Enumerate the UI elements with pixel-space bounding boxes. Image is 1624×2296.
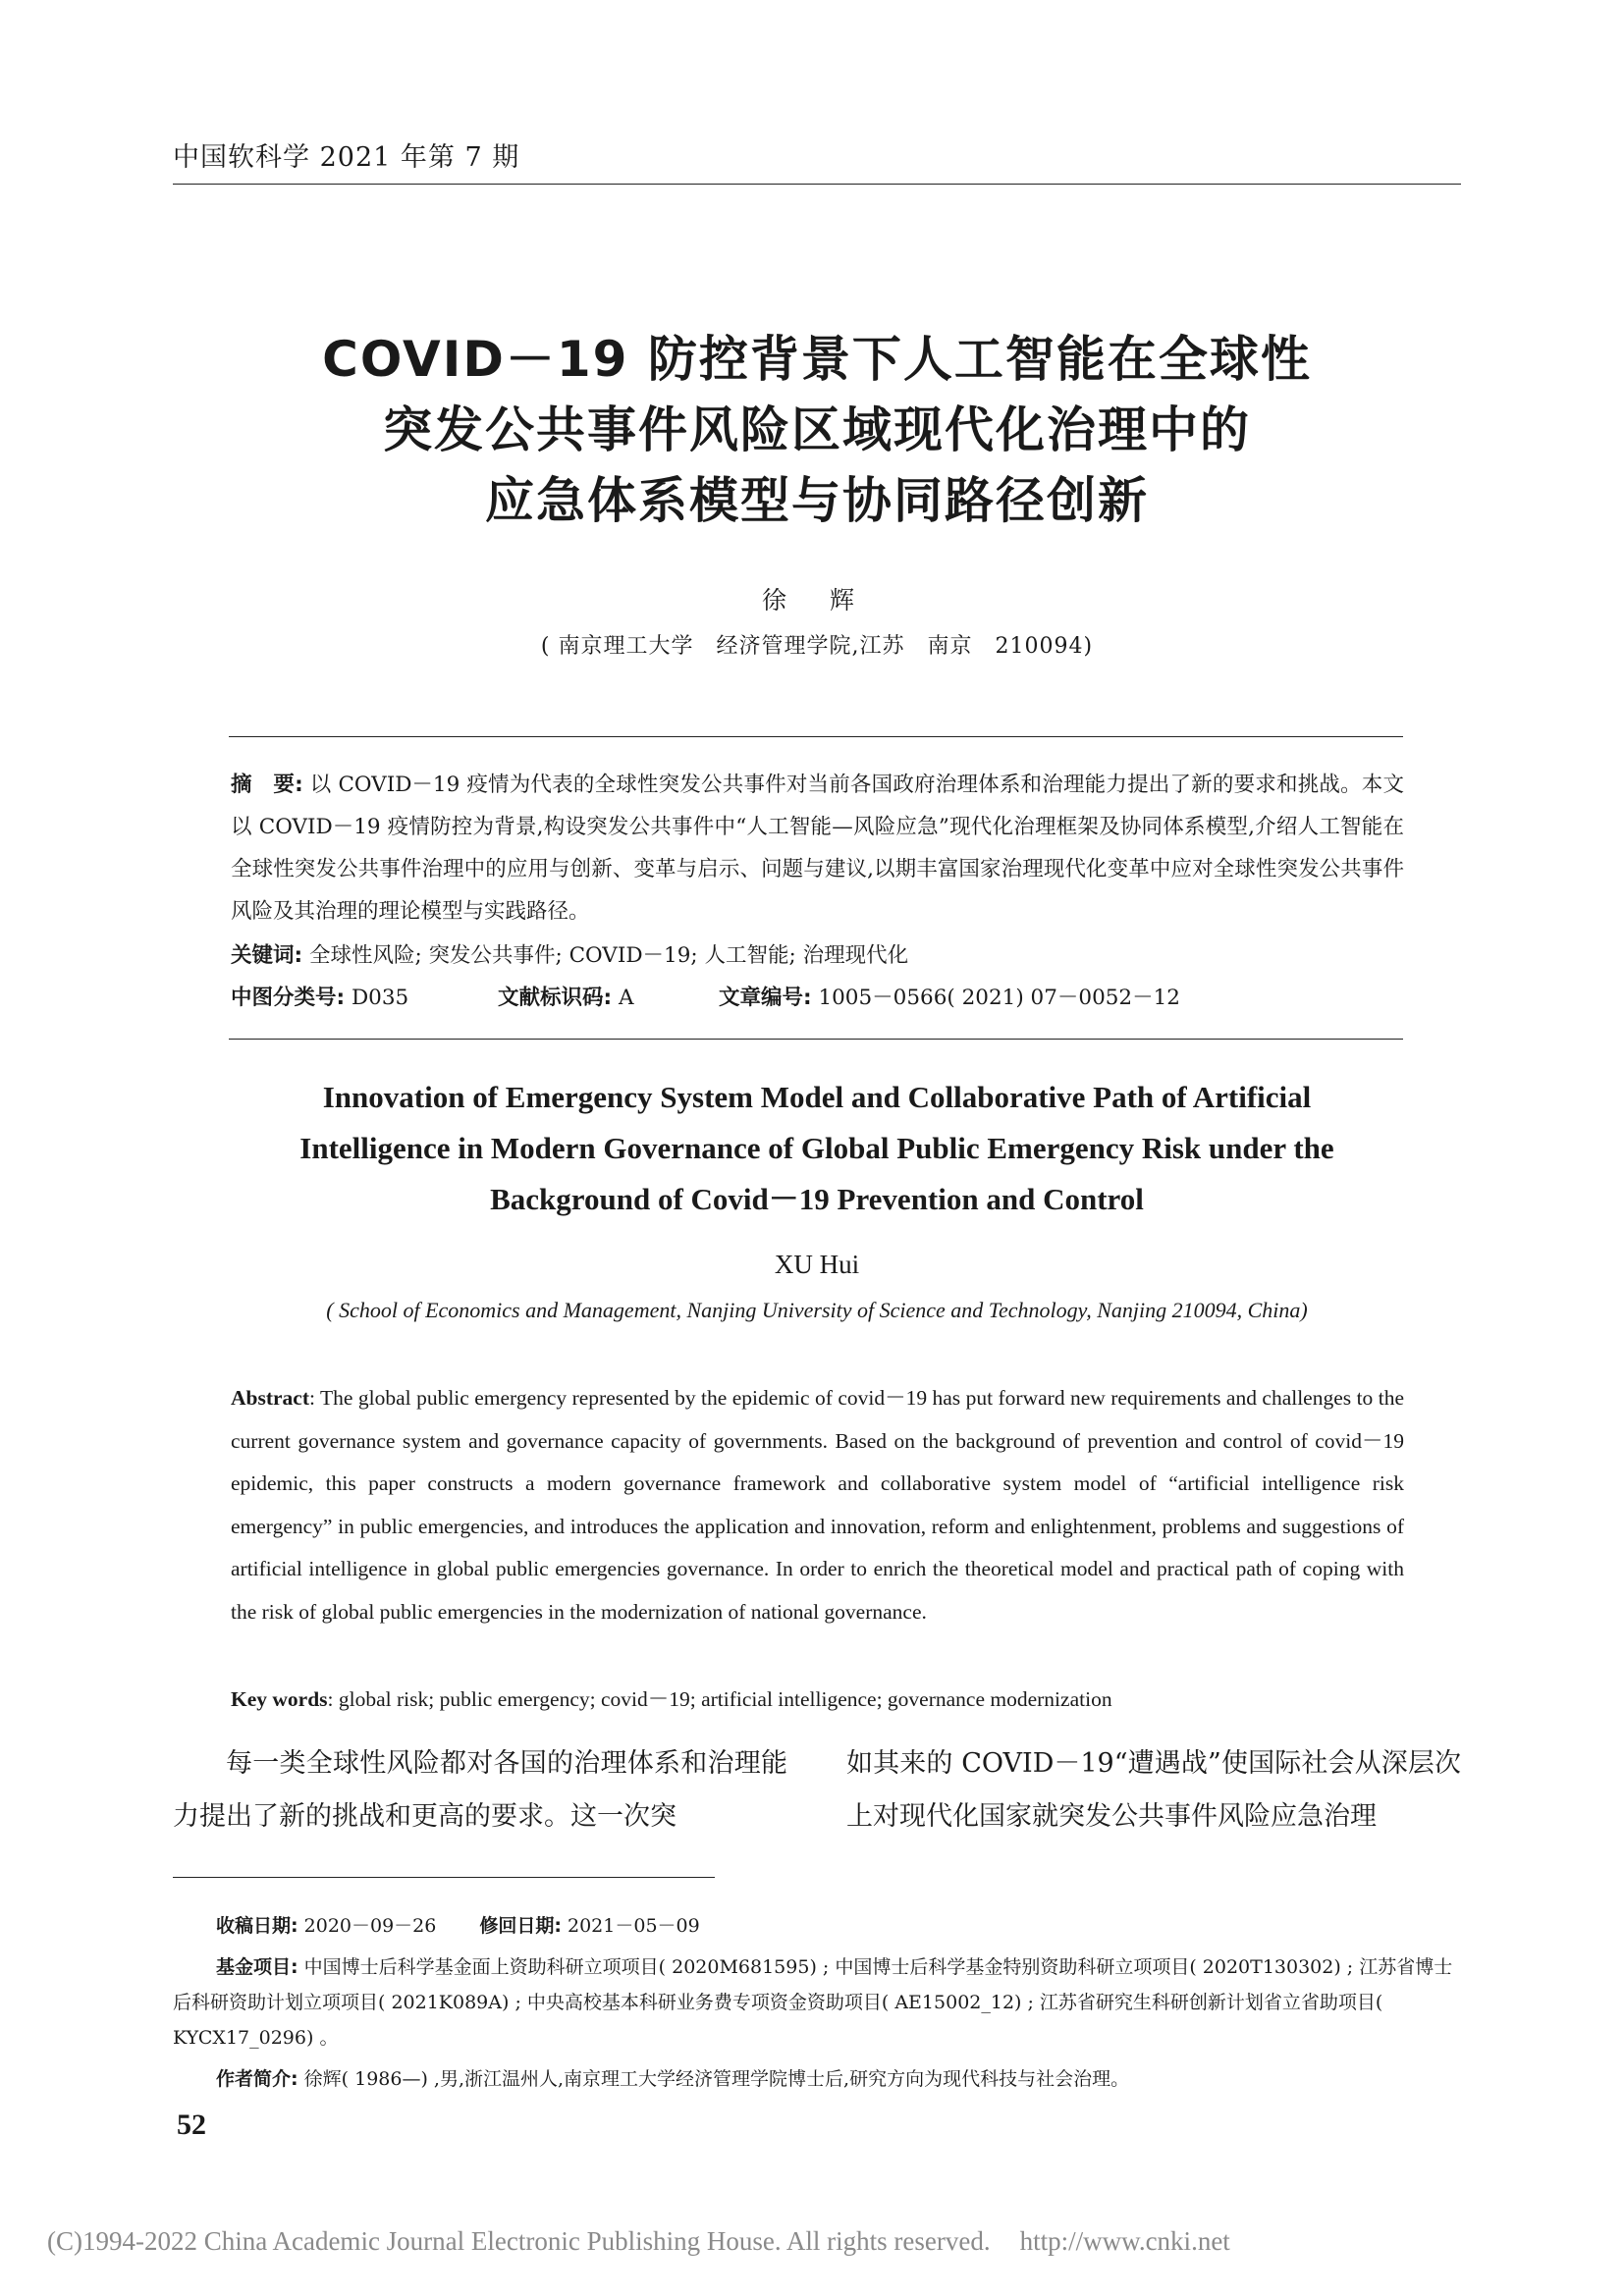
cnki-link[interactable]: http://www.cnki.net: [1019, 2226, 1230, 2256]
author-bio-text: 徐辉( 1986—) ,男,浙江温州人,南京理工大学经济管理学院博士后,研究方向为现代科技与社会治理。: [298, 2068, 1130, 2090]
clc-number: [231, 981, 408, 1011]
author-cn: 徐 辉: [762, 586, 872, 614]
page-number: 52: [177, 2109, 206, 2141]
clc-value: D035: [345, 986, 409, 1010]
received-date-label: 收稿日期:: [216, 1915, 298, 1937]
footnote-dates: [173, 1908, 1461, 1944]
header-rule: [173, 184, 1461, 185]
document-code-value: A: [612, 986, 634, 1010]
title-cn: [173, 324, 1461, 536]
affiliation-cn: ( 南京理工大学 经济管理学院,江苏 南京 210094): [540, 634, 1094, 659]
title-en-line: Background of Covid－19 Prevention and Control: [490, 1182, 1144, 1216]
journal-issue-header: 中国软科学 2021 年第 7 期: [173, 142, 520, 173]
keywords-en-label: Key words: [231, 1687, 328, 1711]
footnote-rule: [173, 1877, 715, 1878]
abstract-en: [231, 1377, 1404, 1633]
keywords-en-text: : global risk; public emergency; covid－19; artificial intelligence; governance modernization: [327, 1687, 1112, 1711]
copyright-line: [47, 2226, 1230, 2257]
abstract-bottom-rule: [229, 1039, 1403, 1040]
body-paragraph: 如其来的 COVID－19“遭遇战”使国际社会从深层次上对现代化国家就突发公共事件风险应急治理: [846, 1748, 1461, 1832]
article-number-label: 文章编号:: [719, 986, 812, 1010]
abstract-en-text: : The global public emergency represented by the epidemic of covid－19 has put forward new requirements and challenges to the current governance system and governance capacity of governments. Based on the background of prevention and control of covid－19 epidemic, this paper constructs a modern governance framework and collaborative system model of “artificial intelligence risk emergency” in public emergencies, and introduces the application and innovation, reform and enlightenment, problems and suggestions of artificial intelligence in global public emergencies governance. In order to enrich the theoretical model and practical path of coping with the risk of global public emergencies in the modernization of national governance.: [231, 1386, 1404, 1624]
funding-label: 基金项目:: [216, 1956, 298, 1978]
author-bio-label: 作者简介:: [216, 2068, 298, 2090]
clc-label: 中图分类号:: [231, 986, 346, 1010]
author-en: XU Hui: [774, 1250, 860, 1279]
document-code-label: 文献标识码:: [498, 986, 613, 1010]
title-en-line: Innovation of Emergency System Model and Collaborative Path of Artificial: [322, 1080, 1312, 1114]
keywords-cn-label: 关键词:: [231, 943, 303, 968]
body-column-right: [846, 1737, 1461, 1843]
keywords-en: [231, 1682, 1112, 1713]
revised-date-label: 修回日期:: [479, 1915, 562, 1937]
received-date: 2020－09－26: [298, 1915, 437, 1937]
footnotes: [173, 1908, 1461, 2097]
abstract-top-rule: [229, 736, 1403, 737]
revised-date: 2021－05－09: [561, 1915, 700, 1937]
title-cn-line: 突发公共事件风险区域现代化治理中的: [383, 401, 1251, 458]
footnote-funding: [173, 1949, 1461, 2056]
body-paragraph: 每一类全球性风险都对各国的治理体系和治理能力提出了新的挑战和更高的要求。这一次突: [173, 1748, 787, 1832]
article-number: [719, 981, 1180, 1011]
affiliation-en: ( School of Economics and Management, Nanjing University of Science and Technology, Nanjing 210094, China): [326, 1298, 1308, 1322]
abstract-cn-text: 以 COVID－19 疫情为代表的全球性突发公共事件对当前各国政府治理体系和治理能力提出了新的要求和挑战。本文以 COVID－19 疫情防控为背景,构设突发公共事件中“人工智能—风险应急”现代化治理框架及协同体系模型,介绍人工智能在全球性突发公共事件治理中的应用与创新、变革与启示、问题与建议,以期丰富国家治理现代化变革中应对全球性突发公共事件风险及其治理的理论模型与实践路径。: [231, 773, 1404, 924]
keywords-cn: [231, 938, 908, 969]
title-en: [173, 1072, 1461, 1225]
article-number-value: 1005－0566( 2021) 07－0052－12: [811, 986, 1180, 1010]
body-column-left: [173, 1737, 787, 1843]
document-code: [498, 981, 633, 1011]
copyright-notice: (C)1994-2022 China Academic Journal Electronic Publishing House. All rights reserved.: [47, 2226, 991, 2256]
funding-text: 中国博士后科学基金面上资助科研立项项目( 2020M681595) ; 中国博士后科学基金特别资助科研立项项目( 2020T130302) ; 江苏省博士后科研资助计划立项项目( 2021K089A) ; 中央高校基本科研业务费专项资金资助项目( AE15002_12) ; 江苏省研究生科研创新计划省立省助项目( KYCX17_0296) 。: [173, 1956, 1453, 2049]
abstract-cn-label: 摘 要:: [231, 773, 303, 797]
keywords-cn-text: 全球性风险; 突发公共事件; COVID－19; 人工智能; 治理现代化: [302, 943, 909, 968]
footnote-author-bio: [173, 2061, 1461, 2097]
abstract-cn: [231, 764, 1404, 933]
title-cn-line: 应急体系模型与协同路径创新: [485, 472, 1149, 529]
title-cn-line: COVID－19 防控背景下人工智能在全球性: [322, 331, 1312, 388]
abstract-en-label: Abstract: [231, 1386, 310, 1410]
title-en-line: Intelligence in Modern Governance of Global Public Emergency Risk under the: [299, 1131, 1334, 1165]
